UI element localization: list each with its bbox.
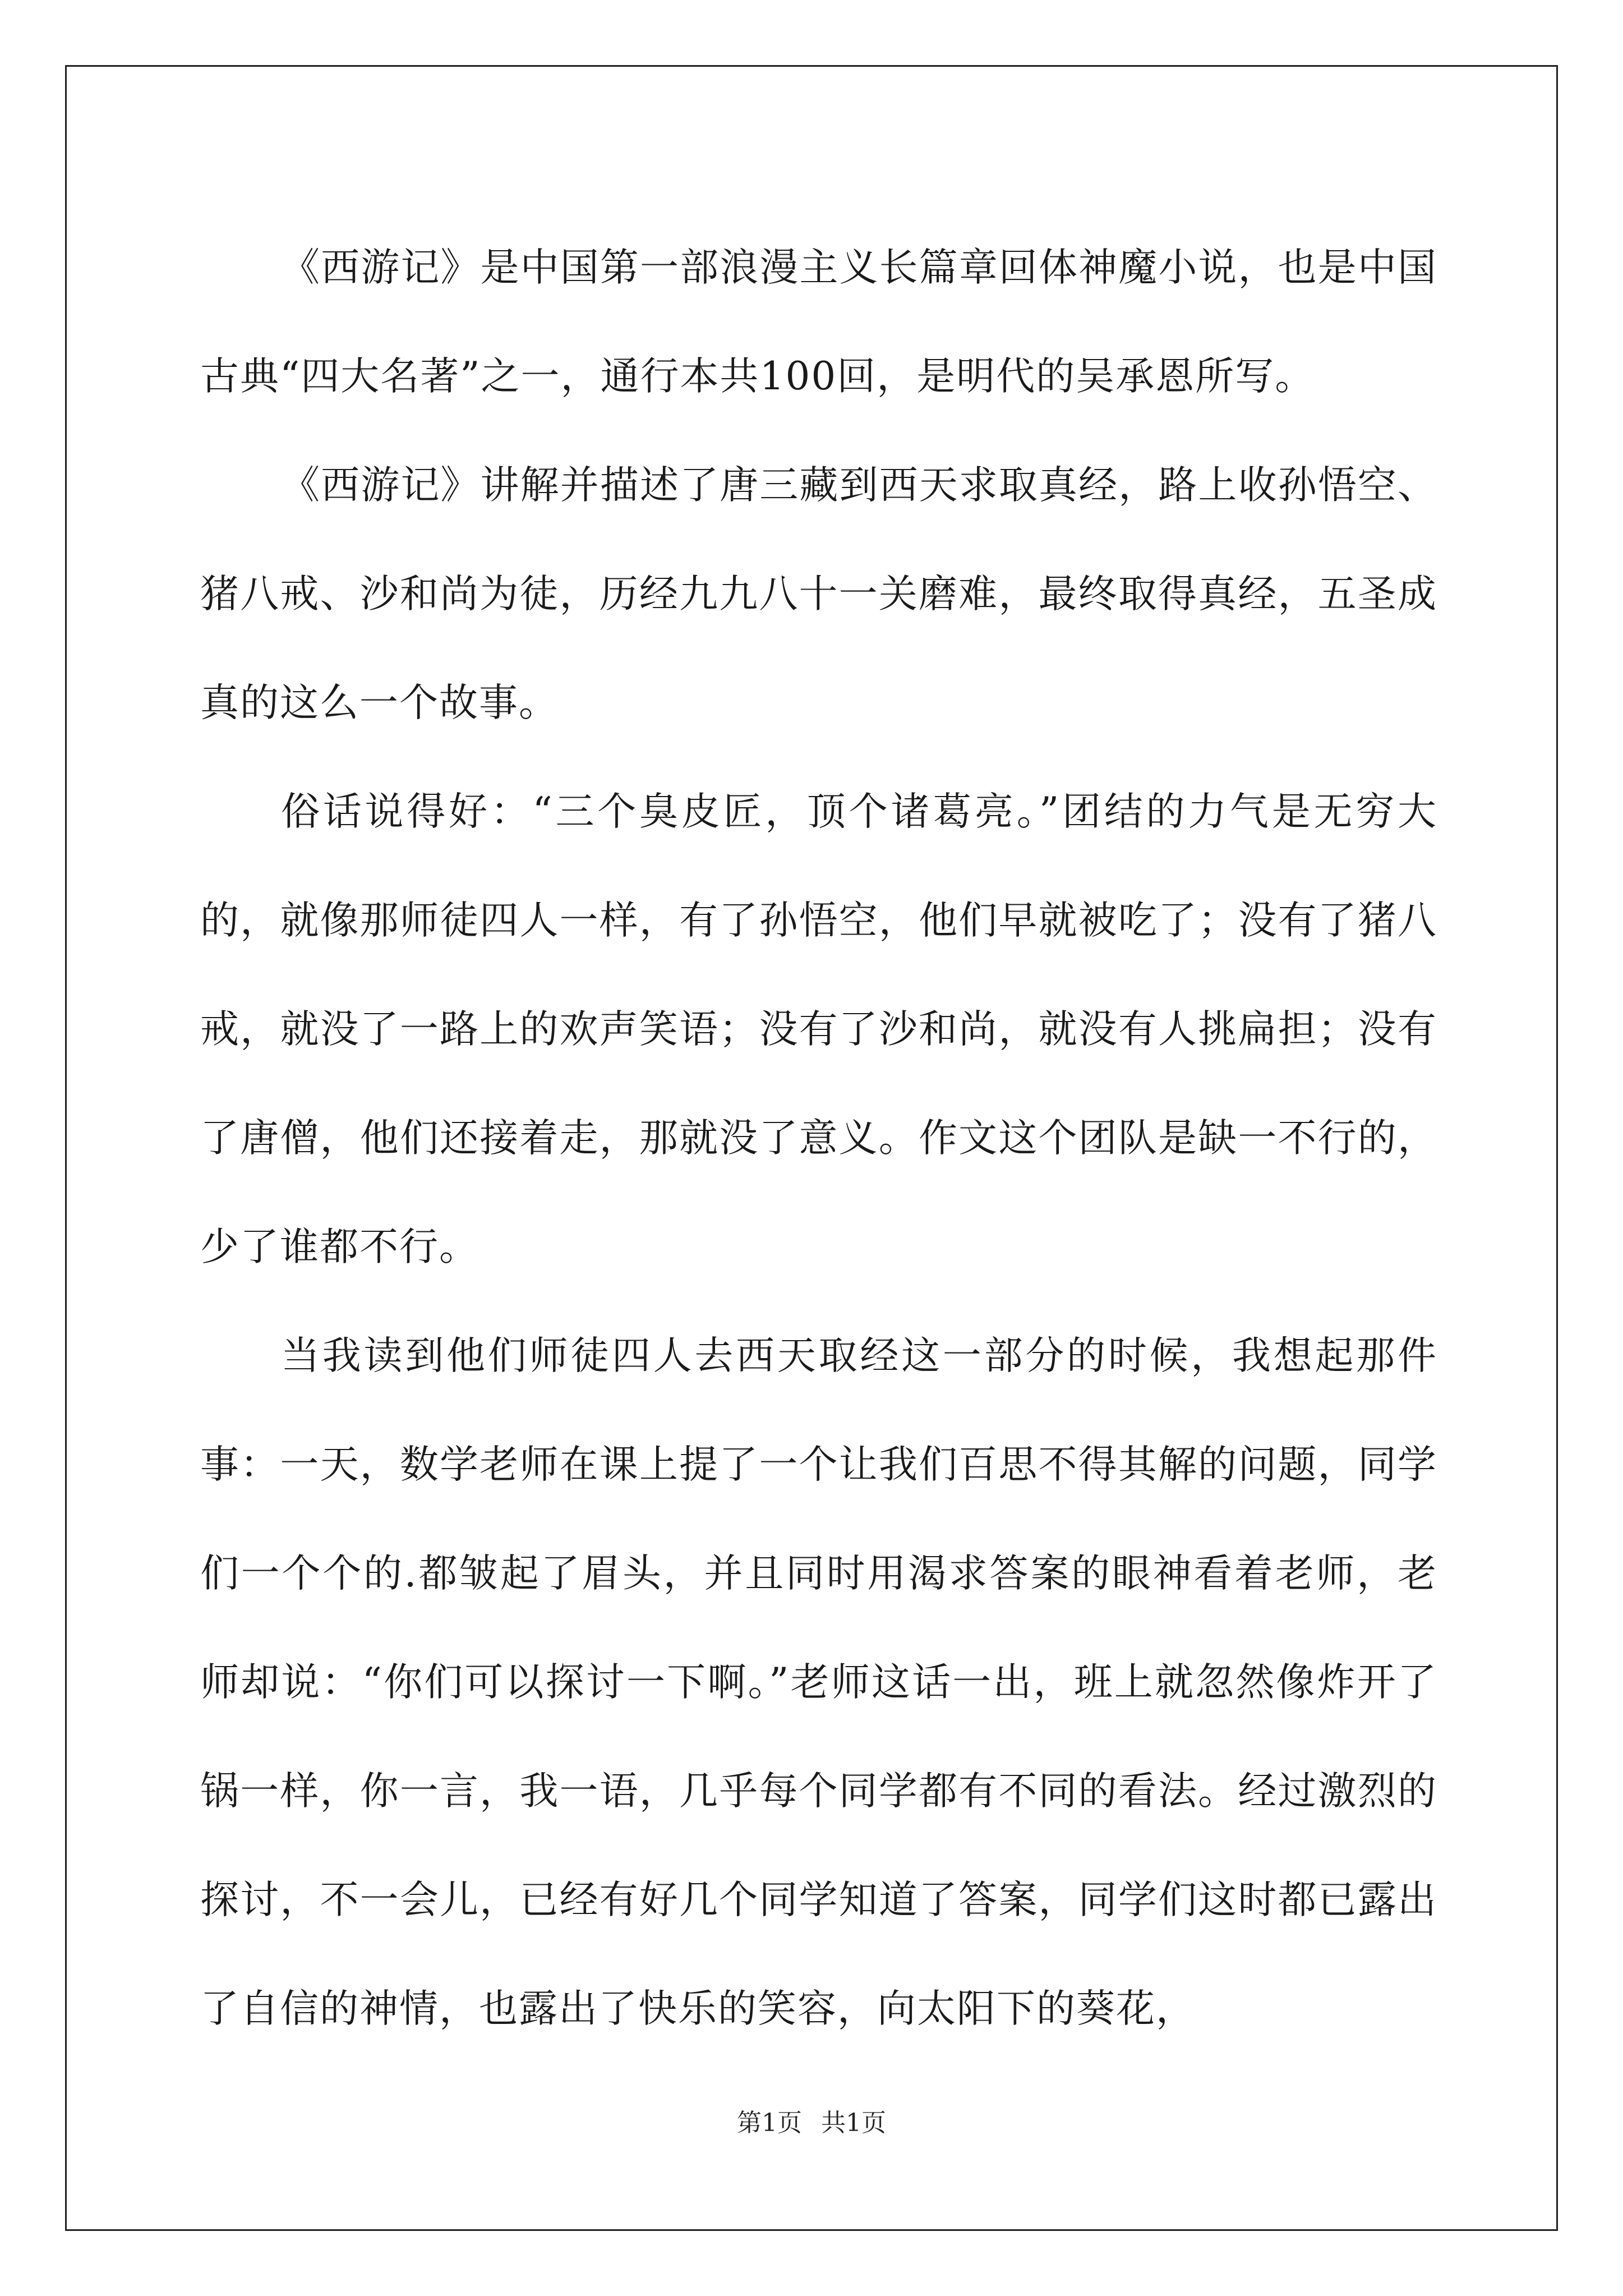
paragraph-4: 当我读到他们师徒四人去西天取经这一部分的时候，我想起那件事：一天，数学老师在课上提了一个让我们百思不得其解的问题，同学们一个个的.都皱起了眉头，并且同时用渴求答案的眼神看着老师，老师却说：“你们可以探讨一下啊。”老师这话一出，班上就忽然像炸开了锅一样，你一言，我一语，几乎每个同学都有不同的看法。经过激烈的探讨，不一会儿，已经有好几个同学知道了答案，同学们这时都已露出了自信的神情，也露出了快乐的笑容，向太阳下的葵花， xyxy=(200,1333,1437,2031)
page-number-total: 共1页 xyxy=(821,2109,886,2137)
document-body xyxy=(200,213,1437,2063)
page-footer xyxy=(0,2106,1623,2140)
paragraph-1: 《西游记》是中国第一部浪漫主义长篇章回体神魔小说，也是中国古典“四大名著”之一，通行本共100回，是明代的吴承恩所写。 xyxy=(200,245,1437,399)
paragraph-3: 俗话说得好：“三个臭皮匠，顶个诸葛亮。”团结的力气是无穷大的，就像那师徒四人一样，有了孙悟空，他们早就被吃了；没有了猪八戒，就没了一路上的欢声笑语；没有了沙和尚，就没有人挑扁担；没有了唐僧，他们还接着走，那就没了意义。作文这个团队是缺一不行的，少了谁都不行。 xyxy=(200,789,1437,1269)
paragraph-2: 《西游记》讲解并描述了唐三藏到西天求取真经，路上收孙悟空、猪八戒、沙和尚为徒，历经九九八十一关磨难，最终取得真经，五圣成真的这么一个故事。 xyxy=(200,463,1437,725)
page-number-current: 第1页 xyxy=(737,2109,802,2137)
